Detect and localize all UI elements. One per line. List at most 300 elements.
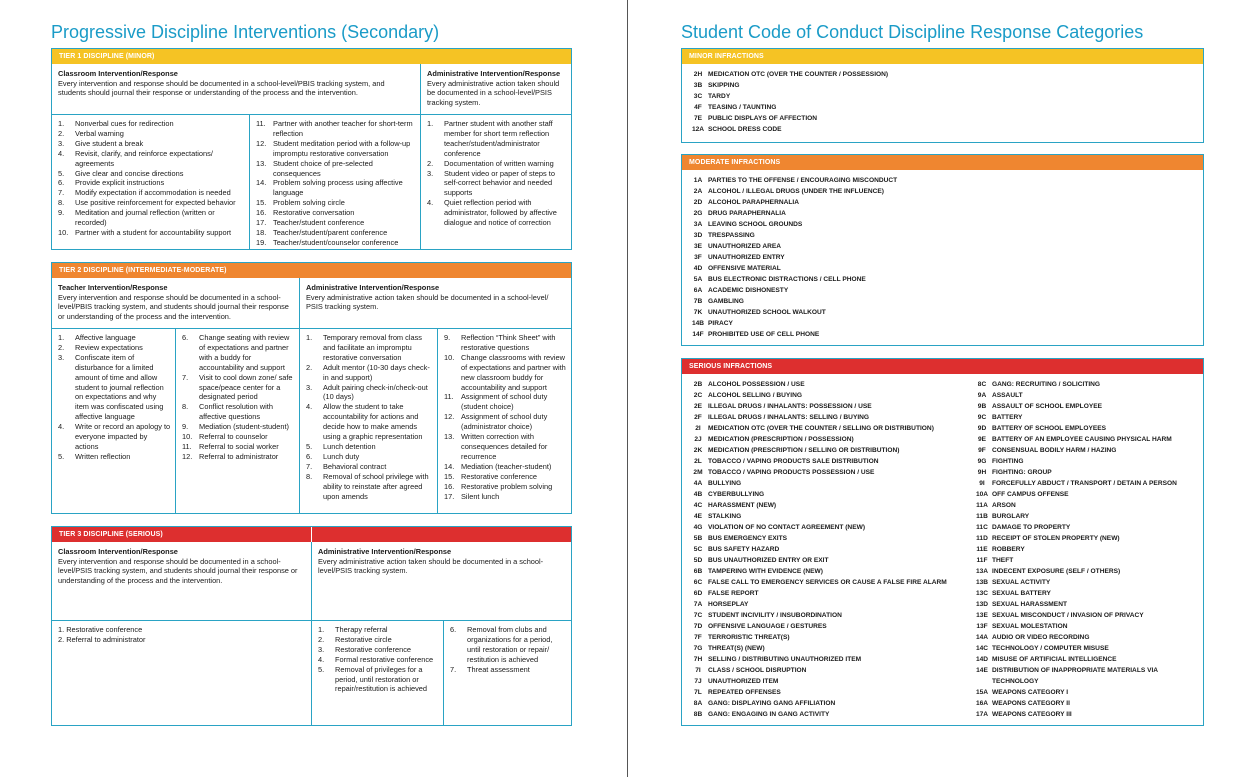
intervention-item	[256, 119, 416, 139]
infraction-code: 8B	[693, 711, 703, 718]
intervention-item	[256, 159, 416, 179]
tier2-teacher-desc: Every intervention and response should be documented in a school-level/PBIS tracking system, and students should journal their response or understanding of the process and the intervention.	[58, 292, 289, 321]
infraction-label: ACADEMIC DISHONESTY	[708, 287, 789, 294]
tier2-admin-title: Administrative Intervention/Response	[306, 283, 440, 292]
item-text: Student video or paper of steps to self-correct behavior and needed supports	[444, 168, 555, 198]
infraction-code: 17A	[975, 711, 989, 718]
intervention-item	[318, 635, 439, 645]
item-number: 6.	[58, 178, 65, 188]
infraction-label: BUS SAFETY HAZARD	[708, 546, 780, 553]
infraction-row	[688, 102, 1203, 113]
infraction-label: PARTIES TO THE OFFENSE / ENCOURAGING MISCONDUCT	[708, 177, 898, 184]
infraction-code: 2I	[695, 425, 701, 432]
intervention-item	[450, 665, 567, 675]
infraction-code: 4B	[693, 491, 703, 498]
item-text: Confiscate item of disturbance for a limited amount of time and allow student to journal reflection on expectations and why item was confiscated using affective language	[75, 352, 164, 422]
infraction-row	[688, 230, 1203, 241]
item-number: 1.	[58, 333, 65, 342]
tier1-list-1	[52, 115, 249, 240]
infraction-code: 6A	[693, 287, 703, 294]
tier1-admin-desc: Every administrative action taken should be documented in a school-level/PSIS tracking system.	[427, 78, 560, 107]
item-text: Adult mentor (10-30 days check-in and support)	[323, 362, 430, 382]
infraction-label: GANG: DISPLAYING GANG AFFILIATION	[708, 700, 836, 707]
infraction-code: 11A	[976, 502, 988, 509]
item-text: Allow the student to take accountability for actions and decide how to make amends using a graphic representation	[323, 402, 423, 442]
infraction-label: DAMAGE TO PROPERTY	[992, 524, 1071, 531]
infraction-label: THREAT(S) (NEW)	[708, 645, 765, 652]
infraction-row	[688, 533, 972, 544]
infraction-code: 7B	[693, 298, 703, 305]
infraction-row	[972, 489, 1202, 500]
intervention-item	[318, 665, 439, 695]
infraction-code: 7J	[694, 678, 702, 685]
item-text: Give clear and concise directions	[75, 168, 184, 178]
infraction-code: 14F	[692, 331, 704, 338]
item-number: 1.	[427, 119, 434, 128]
moderate-heading: MODERATE INFRACTIONS	[682, 155, 1203, 170]
item-text: Reflection “Think Sheet” with restorative questions	[461, 333, 556, 352]
infraction-row	[688, 307, 1203, 318]
infraction-label: AUDIO OR VIDEO RECORDING	[992, 634, 1090, 641]
infraction-row	[688, 522, 972, 533]
right-page-title: Student Code of Conduct Discipline Response Categories	[681, 22, 1144, 42]
tier1-box	[51, 48, 572, 250]
infraction-code: 4C	[693, 502, 703, 509]
infraction-code: 11F	[976, 557, 988, 564]
item-number: 17.	[444, 491, 455, 501]
intervention-item	[256, 198, 416, 208]
intervention-item	[450, 625, 567, 665]
item-number: 6.	[182, 333, 189, 342]
infraction-row	[688, 610, 972, 621]
infraction-row	[972, 478, 1202, 489]
item-text: Give student a break	[75, 138, 144, 148]
infraction-row	[972, 632, 1202, 643]
tier2-box	[51, 262, 572, 514]
intervention-item	[58, 343, 171, 353]
infraction-row	[972, 577, 1202, 588]
intervention-item	[58, 169, 245, 179]
item-text: Written correction with consequences detailed for recurrence	[461, 432, 548, 461]
infraction-row	[688, 665, 972, 676]
infraction-code: 7F	[694, 634, 702, 641]
infraction-code: 10A	[975, 491, 989, 498]
infraction-code: 7C	[693, 612, 703, 619]
item-text: Mediation (student-student)	[199, 422, 289, 432]
item-text: Documentation of written warning	[444, 158, 554, 168]
item-text: Behavioral contract	[323, 461, 387, 471]
infraction-code: 11D	[976, 535, 988, 542]
infraction-code: 1A	[693, 177, 703, 184]
item-text: Mediation (teacher-student)	[461, 461, 552, 471]
infraction-row	[972, 390, 1202, 401]
infraction-label: CLASS / SCHOOL DISRUPTION	[708, 667, 807, 674]
item-number: 4.	[427, 198, 434, 208]
item-number: 1.	[58, 119, 65, 128]
infraction-label: GANG: RECRUITING / SOLICITING	[992, 381, 1101, 388]
tier1-classroom-title: Classroom Intervention/Response	[58, 69, 178, 78]
infraction-code: 9C	[977, 414, 987, 421]
infraction-code: 6D	[693, 590, 703, 597]
tier3-list-2	[312, 621, 443, 696]
intervention-item	[427, 198, 567, 228]
item-text: Temporary removal from class and facilitate an impromptu restorative conversation	[323, 333, 422, 362]
item-number: 2.	[318, 634, 325, 644]
infraction-row	[688, 91, 1203, 102]
item-number: 7.	[182, 372, 189, 382]
infraction-row	[688, 511, 972, 522]
infraction-label: BATTERY OF AN EMPLOYEE CAUSING PHYSICAL HARM	[992, 436, 1172, 443]
infraction-code: 14B	[691, 320, 705, 327]
infraction-code: 14D	[975, 656, 989, 663]
infraction-row	[688, 329, 1203, 340]
item-text: Teacher/student/counselor conference	[273, 237, 399, 247]
infraction-label: WEAPONS CATEGORY I	[992, 689, 1069, 696]
tier1-list-2	[250, 115, 420, 250]
item-number: 16.	[444, 481, 455, 491]
infraction-row	[688, 698, 972, 709]
infraction-label: ALCOHOL / ILLEGAL DRUGS (UNDER THE INFLUENCE)	[708, 188, 884, 195]
infraction-code: 2J	[694, 436, 702, 443]
item-text: Visit to cool down zone/ safe space/peace center for a designated period	[199, 372, 293, 402]
infraction-row	[972, 412, 1202, 423]
item-number: 8.	[306, 471, 313, 481]
item-number: 13.	[256, 158, 267, 168]
infraction-label: TAMPERING WITH EVIDENCE (NEW)	[708, 568, 823, 575]
infraction-row	[972, 555, 1202, 566]
infraction-label: FALSE REPORT	[708, 590, 759, 597]
item-text: Student choice of pre-selected consequences	[273, 158, 373, 178]
intervention-item	[256, 208, 416, 218]
infraction-label: FORCEFULLY ABDUCT / TRANSPORT / DETAIN A PERSON	[992, 480, 1177, 487]
left-page-title: Progressive Discipline Interventions (Secondary)	[51, 22, 440, 42]
serious-list-2	[972, 374, 1202, 720]
infraction-label: PUBLIC DISPLAYS OF AFFECTION	[708, 115, 818, 122]
intervention-item	[306, 472, 433, 502]
item-text: Student meditation period with a follow-up impromptu restorative conversation	[273, 138, 411, 158]
infraction-code: 7H	[693, 656, 703, 663]
intervention-item	[58, 422, 171, 452]
infraction-row	[688, 175, 1203, 186]
infraction-code: 11C	[976, 524, 988, 531]
infraction-label: ASSAULT OF SCHOOL EMPLOYEE	[992, 403, 1103, 410]
infraction-label: STUDENT INCIVILITY / INSUBORDINATION	[708, 612, 842, 619]
infraction-label: DISTRIBUTION OF INAPPROPRIATE MATERIALS VIA TECHNOLOGY	[992, 667, 1158, 685]
infraction-row	[972, 643, 1202, 654]
intervention-item	[182, 402, 295, 422]
item-text: Referral to social worker	[199, 441, 279, 451]
intervention-item	[58, 149, 245, 169]
infraction-code: 2A	[693, 188, 703, 195]
item-text: Threat assessment	[467, 664, 530, 674]
item-number: 15.	[444, 471, 455, 481]
item-number: 10.	[58, 227, 69, 237]
item-number: 10.	[182, 432, 193, 442]
infraction-code: 9I	[979, 480, 985, 487]
infraction-code: 7K	[693, 309, 703, 316]
item-text: Restorative problem solving	[461, 481, 553, 491]
infraction-label: FIGHTING	[992, 458, 1024, 465]
infraction-code: 4F	[694, 104, 702, 111]
infraction-row	[688, 709, 972, 720]
intervention-item	[256, 178, 416, 198]
intervention-item	[256, 218, 416, 228]
infraction-row	[972, 544, 1202, 555]
infraction-row	[972, 379, 1202, 390]
infraction-code: 9E	[977, 436, 987, 443]
infraction-code: 4D	[693, 265, 703, 272]
infraction-row	[972, 445, 1202, 456]
infraction-code: 14C	[975, 645, 989, 652]
item-number: 3.	[58, 138, 65, 148]
tier2-admin-desc: Every administrative action taken should be documented in a school-level/ PSIS tracking system.	[306, 292, 549, 312]
item-number: 4.	[318, 654, 325, 664]
infraction-label: MEDICATION OTC (OVER THE COUNTER / SELLING OR DISTRIBUTION)	[708, 425, 934, 432]
infraction-code: 7I	[695, 667, 701, 674]
intervention-item	[58, 188, 245, 198]
infraction-label: BUS UNAUTHORIZED ENTRY OR EXIT	[708, 557, 829, 564]
tier2-teacher-title: Teacher Intervention/Response	[58, 283, 168, 292]
infraction-code: 2E	[693, 403, 703, 410]
infraction-label: THEFT	[992, 557, 1014, 564]
infraction-label: TRESPASSING	[708, 232, 755, 239]
infraction-label: FIGHTING: GROUP	[992, 469, 1052, 476]
infraction-code: 5A	[693, 276, 703, 283]
infraction-code: 5C	[693, 546, 703, 553]
infraction-row	[688, 401, 972, 412]
infraction-label: HARASSMENT (NEW)	[708, 502, 777, 509]
item-number: 8.	[182, 402, 189, 412]
infraction-label: PROHIBITED USE OF CELL PHONE	[708, 331, 820, 338]
item-number: 3.	[306, 382, 313, 392]
page-divider	[627, 0, 628, 777]
item-text: Problem solving circle	[273, 198, 345, 208]
infraction-label: ALCOHOL SELLING / BUYING	[708, 392, 803, 399]
infraction-code: 6C	[693, 579, 703, 586]
tier3-classroom-title: Classroom Intervention/Response	[58, 547, 178, 556]
intervention-item	[58, 333, 171, 343]
infraction-row	[972, 610, 1202, 621]
tier2-list-1	[52, 329, 175, 464]
item-text: Teacher/student/parent conference	[273, 227, 388, 237]
infraction-row	[688, 252, 1203, 263]
item-number: 12.	[256, 138, 267, 148]
infraction-row	[688, 186, 1203, 197]
infraction-label: WEAPONS CATEGORY II	[992, 700, 1070, 707]
tier2-list-2	[176, 329, 299, 464]
infraction-code: 12A	[691, 126, 705, 133]
infraction-code: 5D	[693, 557, 703, 564]
infraction-row	[972, 665, 1202, 687]
infraction-label: WEAPONS CATEGORY III	[992, 711, 1072, 718]
item-text: Referral to counselor	[199, 432, 268, 442]
infraction-label: MEDICATION OTC (OVER THE COUNTER / POSSESSION)	[708, 71, 889, 78]
intervention-item	[58, 198, 245, 208]
infraction-label: DRUG PARAPHERNALIA	[708, 210, 786, 217]
infraction-label: TEASING / TAUNTING	[708, 104, 777, 111]
tier3-admin-desc: Every administrative action taken should be documented in a school-level/PSIS tracking system.	[318, 556, 544, 576]
infraction-row	[972, 687, 1202, 698]
item-number: 10.	[444, 352, 455, 362]
infraction-row	[688, 577, 972, 588]
infraction-code: 3E	[693, 243, 703, 250]
infraction-row	[688, 412, 972, 423]
infraction-label: ARSON	[992, 502, 1016, 509]
item-number: 3.	[318, 644, 325, 654]
tier3-classroom-item: 1. Restorative conference	[58, 625, 143, 634]
infraction-label: SKIPPING	[708, 82, 740, 89]
tier3-classroom-item: 2. Referral to administrator	[58, 634, 146, 644]
infraction-row	[688, 478, 972, 489]
item-number: 9.	[444, 333, 451, 342]
item-text: Change classrooms with review of expectations and partner with new classroom buddy for accountability and support	[461, 352, 566, 392]
intervention-item	[58, 129, 245, 139]
intervention-item	[444, 392, 567, 412]
item-number: 14.	[256, 178, 267, 188]
moderate-list	[682, 170, 1203, 340]
intervention-item	[306, 452, 433, 462]
tier3-box	[51, 526, 572, 726]
infraction-code: 13B	[975, 579, 989, 586]
infraction-label: TARDY	[708, 93, 731, 100]
item-text: Partner with a student for accountability support	[75, 227, 232, 237]
infraction-code: 9H	[977, 469, 987, 476]
infraction-row	[688, 296, 1203, 307]
item-number: 13.	[444, 432, 455, 442]
infraction-row	[688, 588, 972, 599]
item-number: 2.	[427, 158, 434, 168]
intervention-item	[306, 402, 433, 442]
infraction-row	[688, 241, 1203, 252]
intervention-item	[256, 139, 416, 159]
tier2-teacher-header	[52, 278, 300, 328]
infraction-label: ILLEGAL DRUGS / INHALANTS: POSSESSION / USE	[708, 403, 872, 410]
infraction-row	[688, 434, 972, 445]
infraction-label: CONSENSUAL BODILY HARM / HAZING	[992, 447, 1117, 454]
item-number: 7.	[306, 461, 313, 471]
item-text: Revisit, clarify, and reinforce expectations/ agreements	[75, 148, 213, 168]
item-number: 4.	[58, 422, 65, 432]
infraction-row	[688, 285, 1203, 296]
moderate-infractions-box	[681, 154, 1204, 346]
item-text: Removal of privileges for a period, until restoration or repair/restitution is achieved	[335, 664, 428, 694]
infraction-code: 2G	[693, 210, 703, 217]
tier3-classroom-desc: Every intervention and response should be documented in a school-level/PSIS tracking system, and students should journal their response or understanding of the process and the intervention.	[58, 556, 298, 585]
item-number: 9.	[182, 422, 189, 432]
intervention-item	[58, 208, 245, 228]
intervention-item	[427, 159, 567, 169]
infraction-code: 4A	[693, 480, 703, 487]
item-number: 19.	[256, 237, 267, 247]
intervention-item	[444, 482, 567, 492]
minor-heading: MINOR INFRACTIONS	[682, 49, 1203, 64]
item-text: Nonverbal cues for redirection	[75, 119, 174, 128]
infraction-label: TOBACCO / VAPING PRODUCTS SALE DISTRIBUTION	[708, 458, 879, 465]
infraction-code: 2D	[693, 199, 703, 206]
intervention-item	[306, 363, 433, 383]
serious-infractions-box	[681, 358, 1204, 726]
item-number: 18.	[256, 227, 267, 237]
intervention-item	[182, 333, 295, 373]
tier3-heading-bar-right	[311, 527, 571, 542]
infraction-row	[688, 197, 1203, 208]
infraction-code: 2B	[693, 381, 703, 388]
infraction-row	[688, 263, 1203, 274]
item-text: Restorative circle	[335, 634, 392, 644]
infraction-label: MEDICATION (PRESCRIPTION / SELLING OR DISTRIBUTION)	[708, 447, 900, 454]
infraction-label: FALSE CALL TO EMERGENCY SERVICES OR CAUSE A FALSE FIRE ALARM	[708, 579, 947, 586]
infraction-code: 14E	[976, 667, 988, 674]
intervention-item	[306, 462, 433, 472]
infraction-row	[688, 423, 972, 434]
infraction-code: 11E	[976, 546, 988, 553]
infraction-code: 2F	[694, 414, 702, 421]
infraction-label: OFFENSIVE MATERIAL	[708, 265, 781, 272]
tier1-admin-title: Administrative Intervention/Response	[427, 69, 561, 78]
intervention-item	[306, 442, 433, 452]
item-number: 8.	[58, 198, 65, 208]
tier1-list-3	[421, 115, 571, 230]
tier1-classroom-header	[52, 64, 421, 114]
tier3-list-3	[444, 621, 571, 677]
item-number: 5.	[318, 664, 325, 674]
infraction-label: UNAUTHORIZED SCHOOL WALKOUT	[708, 309, 826, 316]
infraction-label: LEAVING SCHOOL GROUNDS	[708, 221, 803, 228]
intervention-item	[427, 119, 567, 159]
item-text: Partner student with another staff member for short term reflection teacher/student/administrator conference	[444, 119, 553, 158]
infraction-code: 2H	[693, 71, 703, 78]
infraction-label: SCHOOL DRESS CODE	[708, 126, 782, 133]
infraction-label: BATTERY OF SCHOOL EMPLOYEES	[992, 425, 1107, 432]
item-text: Written reflection	[75, 451, 131, 461]
infraction-label: UNAUTHORIZED ENTRY	[708, 254, 785, 261]
infraction-label: BULLYING	[708, 480, 742, 487]
infraction-row	[688, 555, 972, 566]
intervention-item	[58, 353, 171, 422]
infraction-row	[688, 379, 972, 390]
infraction-code: 4E	[693, 513, 703, 520]
item-text: Removal from clubs and organizations for a period, until restoration or repair/ restitution is achieved	[467, 625, 553, 664]
infraction-code: 14A	[975, 634, 989, 641]
tier3-heading: TIER 3 DISCIPLINE (SERIOUS)	[52, 527, 318, 542]
infraction-label: RECEIPT OF STOLEN PROPERTY (NEW)	[992, 535, 1120, 542]
intervention-item	[58, 139, 245, 149]
item-number: 6.	[306, 451, 313, 461]
infraction-label: MEDICATION (PRESCRIPTION / POSSESSION)	[708, 436, 854, 443]
intervention-item	[256, 238, 416, 248]
tier3-classroom-header	[52, 542, 312, 620]
item-number: 5.	[306, 441, 313, 451]
infraction-code: 2C	[693, 392, 703, 399]
infraction-row	[688, 566, 972, 577]
infraction-label: SEXUAL BATTERY	[992, 590, 1051, 597]
intervention-item	[182, 452, 295, 462]
infraction-label: ILLEGAL DRUGS / INHALANTS: SELLING / BUYING	[708, 414, 870, 421]
infraction-code: 7A	[693, 601, 703, 608]
item-text: Assignment of school duty (administrator choice)	[461, 412, 548, 432]
infraction-label: VIOLATION OF NO CONTACT AGREEMENT (NEW)	[708, 524, 866, 531]
item-number: 7.	[450, 664, 457, 674]
intervention-item	[58, 452, 171, 462]
item-number: 11.	[444, 392, 454, 402]
item-number: 11.	[256, 119, 266, 128]
item-text: Affective language	[75, 333, 136, 342]
infraction-label: BUS EMERGENCY EXITS	[708, 535, 788, 542]
item-text: Teacher/student conference	[273, 218, 365, 228]
serious-heading: SERIOUS INFRACTIONS	[682, 359, 1203, 374]
item-number: 11.	[182, 441, 192, 451]
intervention-item	[444, 492, 567, 502]
